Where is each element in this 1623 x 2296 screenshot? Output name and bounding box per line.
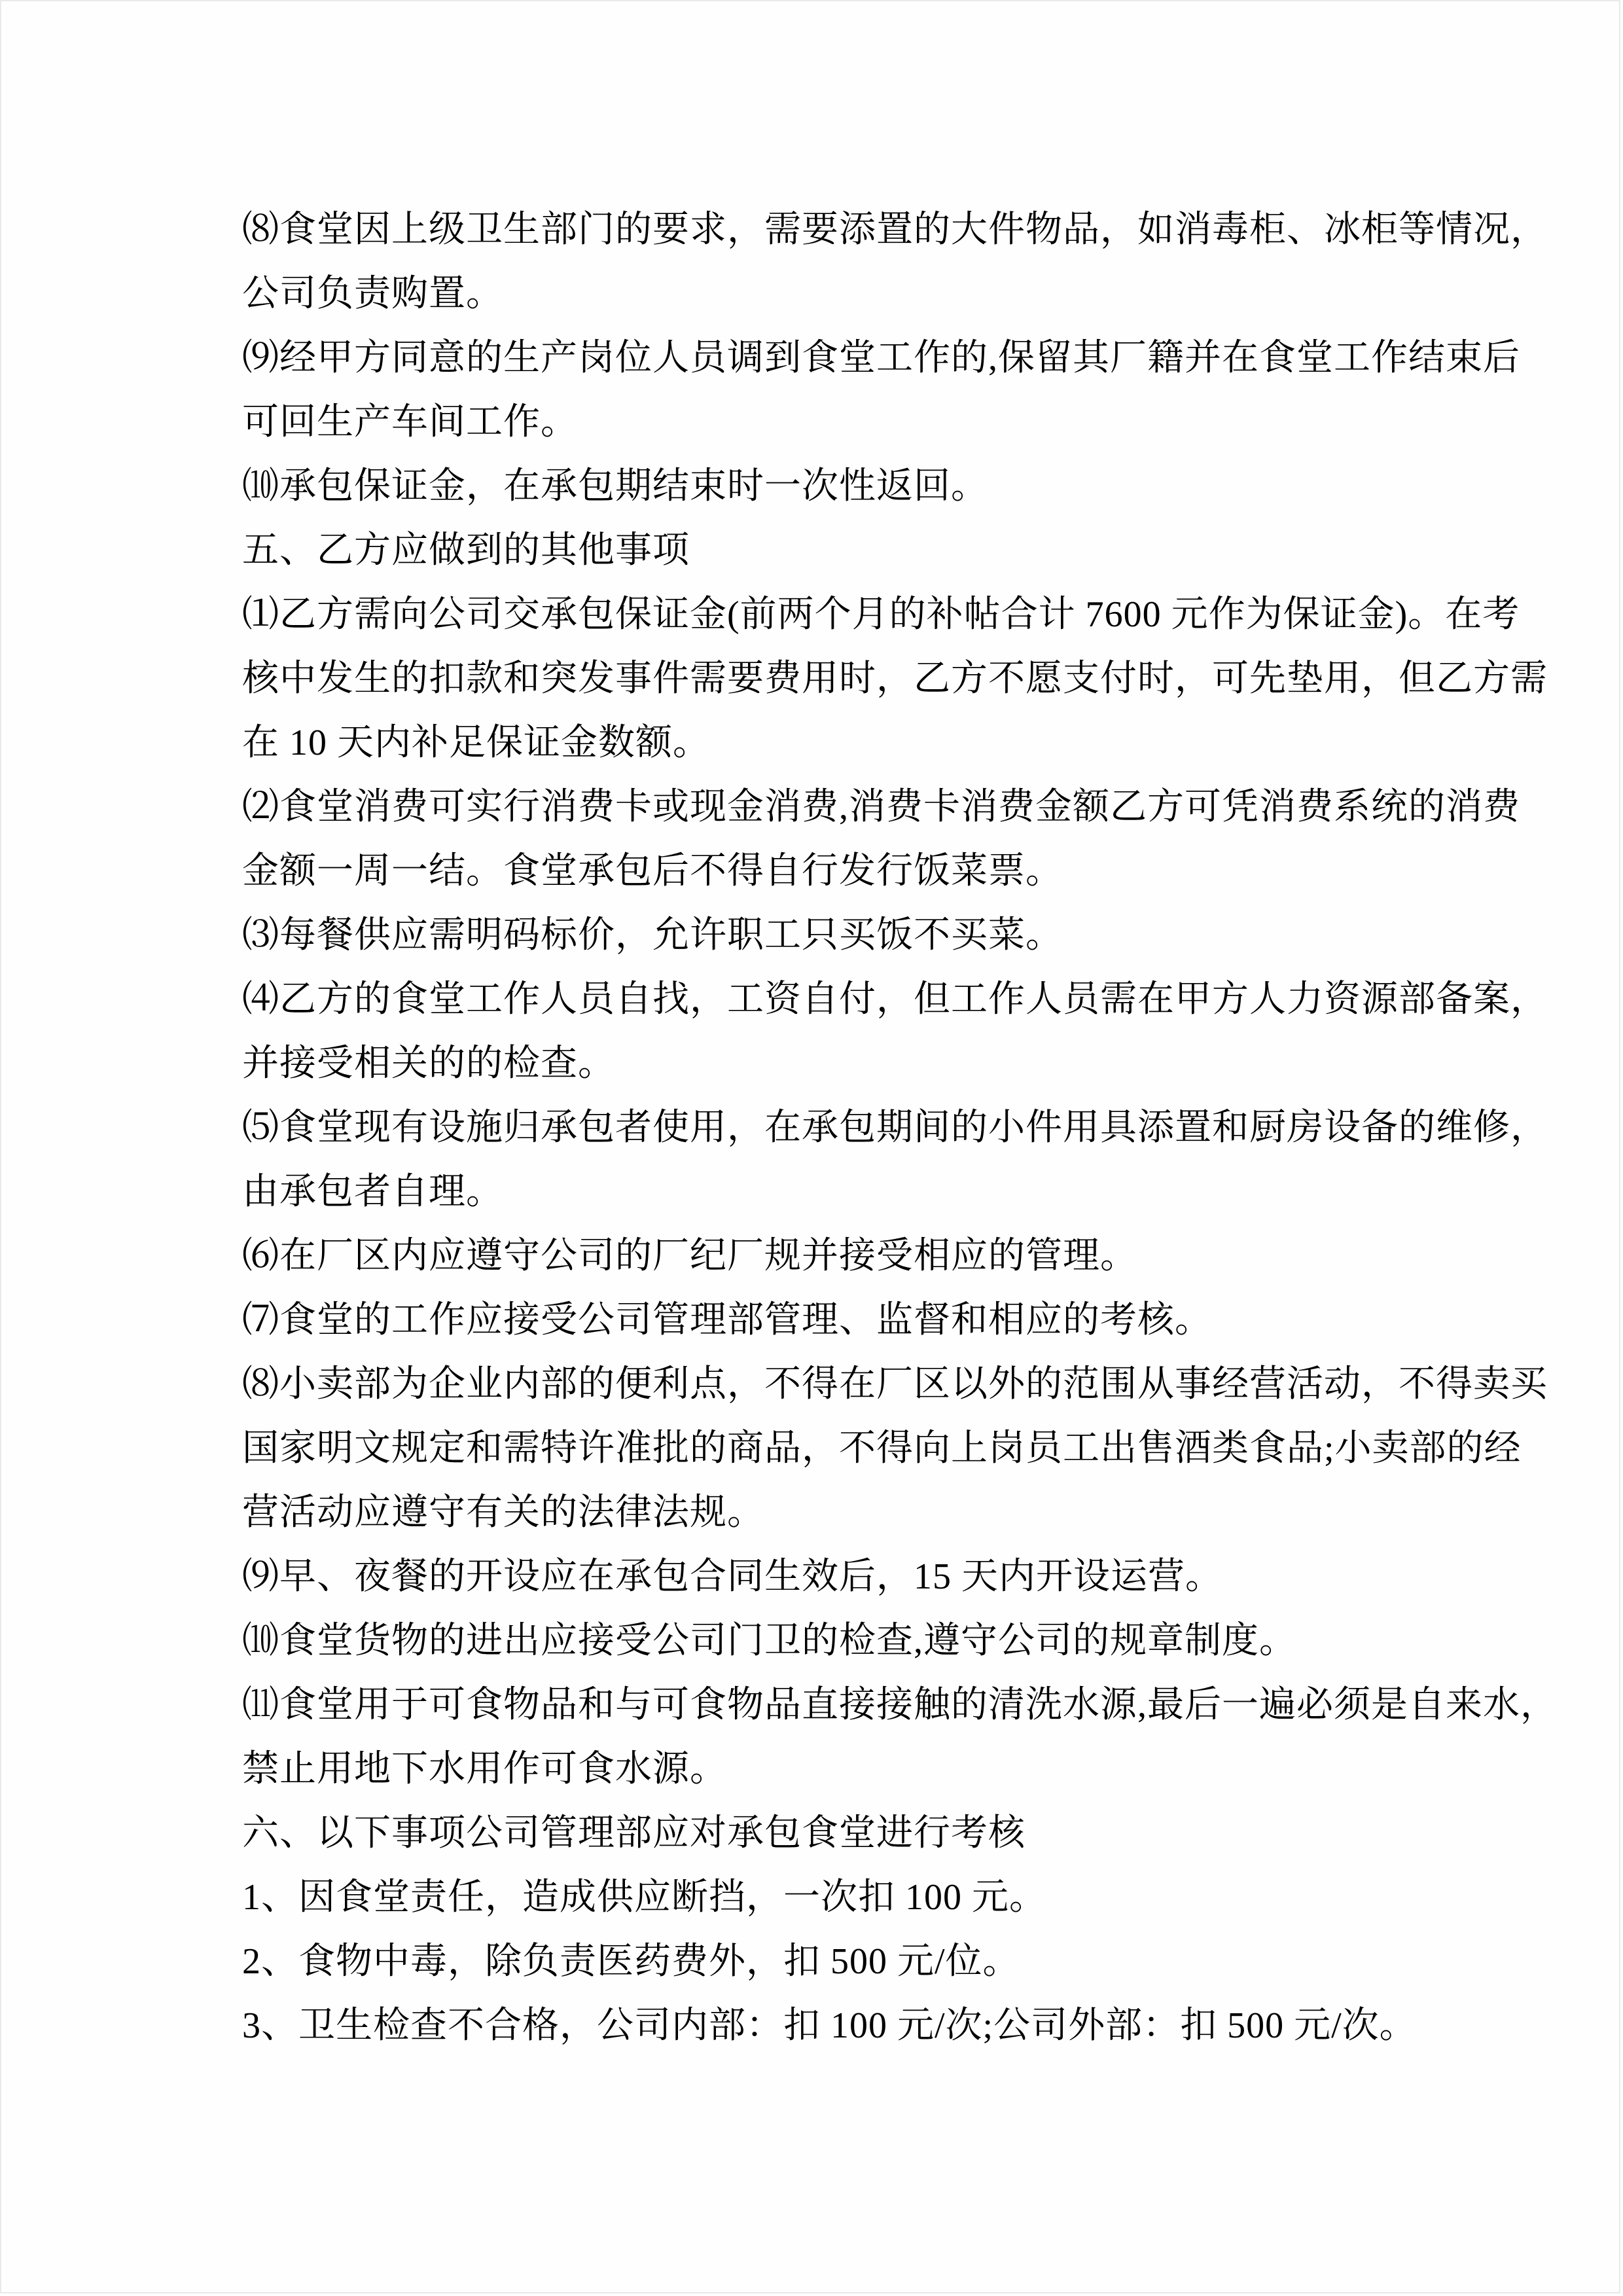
text-line: 核中发生的扣款和突发事件需要费用时，乙方不愿支付时，可先垫用，但乙方需 [242, 658, 1548, 699]
text-line: 五、乙方应做到的其他事项 [242, 530, 690, 571]
text-line: 国家明文规定和需特许准批的商品，不得向上岗员工出售酒类食品;小卖部的经 [242, 1428, 1522, 1469]
text-line: ⑽承包保证金，在承包期结束时一次性返回。 [242, 466, 988, 507]
text-line: ⑴乙方需向公司交承包保证金(前两个月的补帖合计 7600 元作为保证金)。在考 [242, 594, 1520, 635]
text-line: ⑶每餐供应需明码标价，允许职工只买饭不买菜。 [242, 915, 1063, 956]
text-line: 禁止用地下水用作可食水源。 [242, 1749, 727, 1789]
text-line: 六、以下事项公司管理部应对承包食堂进行考核 [242, 1813, 1026, 1854]
text-line: ⑼经甲方同意的生产岗位人员调到食堂工作的,保留其厂籍并在食堂工作结束后 [242, 338, 1520, 378]
text-line: 金额一周一结。食堂承包后不得自行发行饭菜票。 [242, 851, 1063, 891]
document-text-block [242, 198, 1558, 2058]
text-line: ⑾食堂用于可食物品和与可食物品直接接触的清洗水源,最后一遍必须是自来水， [242, 1685, 1558, 1725]
text-line: 并接受相关的的检查。 [242, 1043, 615, 1084]
text-line: ⑼早、夜餐的开设应在承包合同生效后，15 天内开设运营。 [242, 1556, 1222, 1597]
text-line: 在 10 天内补足保证金数额。 [242, 723, 710, 763]
text-line: ⑹在厂区内应遵守公司的厂纪厂规并接受相应的管理。 [242, 1236, 1137, 1276]
text-line: ⑸食堂现有设施归承包者使用，在承包期间的小件用具添置和厨房设备的维修， [242, 1107, 1548, 1148]
text-line: ⑻食堂因上级卫生部门的要求，需要添置的大件物品，如消毒柜、冰柜等情况， [242, 209, 1548, 250]
text-line: 3、卫生检查不合格，公司内部：扣 100 元/次;公司外部：扣 500 元/次。 [242, 2005, 1417, 2046]
text-line: 2、食物中毒，除负责医药费外，扣 500 元/位。 [242, 1941, 1020, 1982]
text-line: ⑵食堂消费可实行消费卡或现金消费,消费卡消费金额乙方可凭消费系统的消费 [242, 787, 1520, 827]
text-line: 营活动应遵守有关的法律法规。 [242, 1492, 764, 1533]
text-line: 由承包者自理。 [242, 1172, 503, 1212]
text-line: 公司负责购置。 [242, 274, 503, 314]
text-line: ⑽食堂货物的进出应接受公司门卫的检查,遵守公司的规章制度。 [242, 1621, 1296, 1661]
text-line: 1、因食堂责任，造成供应断挡，一次扣 100 元。 [242, 1877, 1046, 1918]
text-line: 可回生产车间工作。 [242, 402, 578, 442]
text-line: ⑺食堂的工作应接受公司管理部管理、监督和相应的考核。 [242, 1300, 1212, 1340]
text-line: ⑷乙方的食堂工作人员自找，工资自付，但工作人员需在甲方人力资源部备案， [242, 979, 1548, 1020]
text-line: ⑻小卖部为企业内部的便利点，不得在厂区以外的范围从事经营活动，不得卖买 [242, 1364, 1548, 1405]
